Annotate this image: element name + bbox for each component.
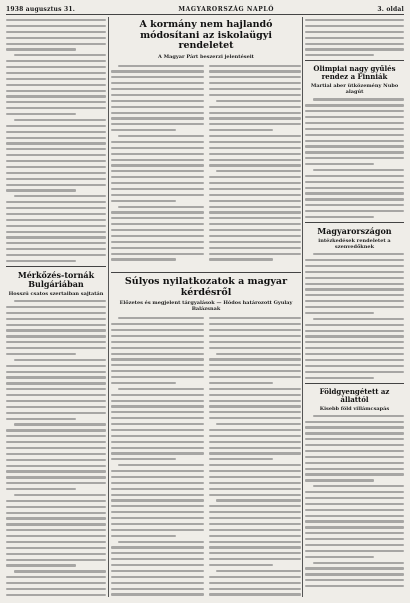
second-body xyxy=(111,315,301,597)
article-subheading: Hosszú csatos szertaiban sajtatán xyxy=(8,291,104,298)
second-subheading: Előzetes és megjelent tárgyalások — Hódos határozott Gyulay Balázsnak xyxy=(119,300,293,313)
article-divider xyxy=(305,60,404,61)
header-date: 1938 augusztus 31. xyxy=(6,5,76,13)
body-text xyxy=(305,98,404,218)
lead-headline: A kormány nem hajlandó módosítani az iskolaügyi rendeletet xyxy=(139,19,273,51)
article-divider xyxy=(305,222,404,223)
column-rule-right xyxy=(302,17,303,597)
page-header xyxy=(6,4,404,15)
body-text xyxy=(305,253,404,379)
article-subheading: Martial aber ütközemény Nubo alagút xyxy=(310,83,399,96)
lead-body xyxy=(111,63,301,269)
header-page-number: 3. oldal xyxy=(377,5,404,13)
body-text xyxy=(305,19,404,56)
article-subheading: intézkedések rendeletet a szenvedőknek xyxy=(318,238,391,251)
lead-subheading: A Magyar Párt beszerzi jelentéseit xyxy=(158,53,254,60)
article-headline: Magyarországon xyxy=(317,226,392,237)
header-paper-name: MAGYARORSZÁG NAPLÓ xyxy=(178,5,275,13)
article-divider xyxy=(6,266,106,267)
second-headline: Súlyos nyilatkozatok a magyar kérdésről xyxy=(124,276,288,298)
article-headline: Mérkőzés-tornák Bulgáriában xyxy=(17,270,95,290)
article-subheading: Kisebb föld villámcsapás xyxy=(319,405,390,412)
body-text xyxy=(6,19,106,262)
article-headline: Olimpiai nagy gyűlés rendez a Finniák xyxy=(313,64,396,82)
column-center xyxy=(111,17,301,597)
column-left xyxy=(6,17,106,597)
body-text xyxy=(305,415,404,588)
article-divider xyxy=(111,272,301,273)
body-text xyxy=(6,300,106,596)
column-rule-left xyxy=(108,17,109,597)
article-headline: Földgyengétett az állattól xyxy=(319,386,390,404)
column-right xyxy=(305,17,404,597)
article-divider xyxy=(305,383,404,384)
